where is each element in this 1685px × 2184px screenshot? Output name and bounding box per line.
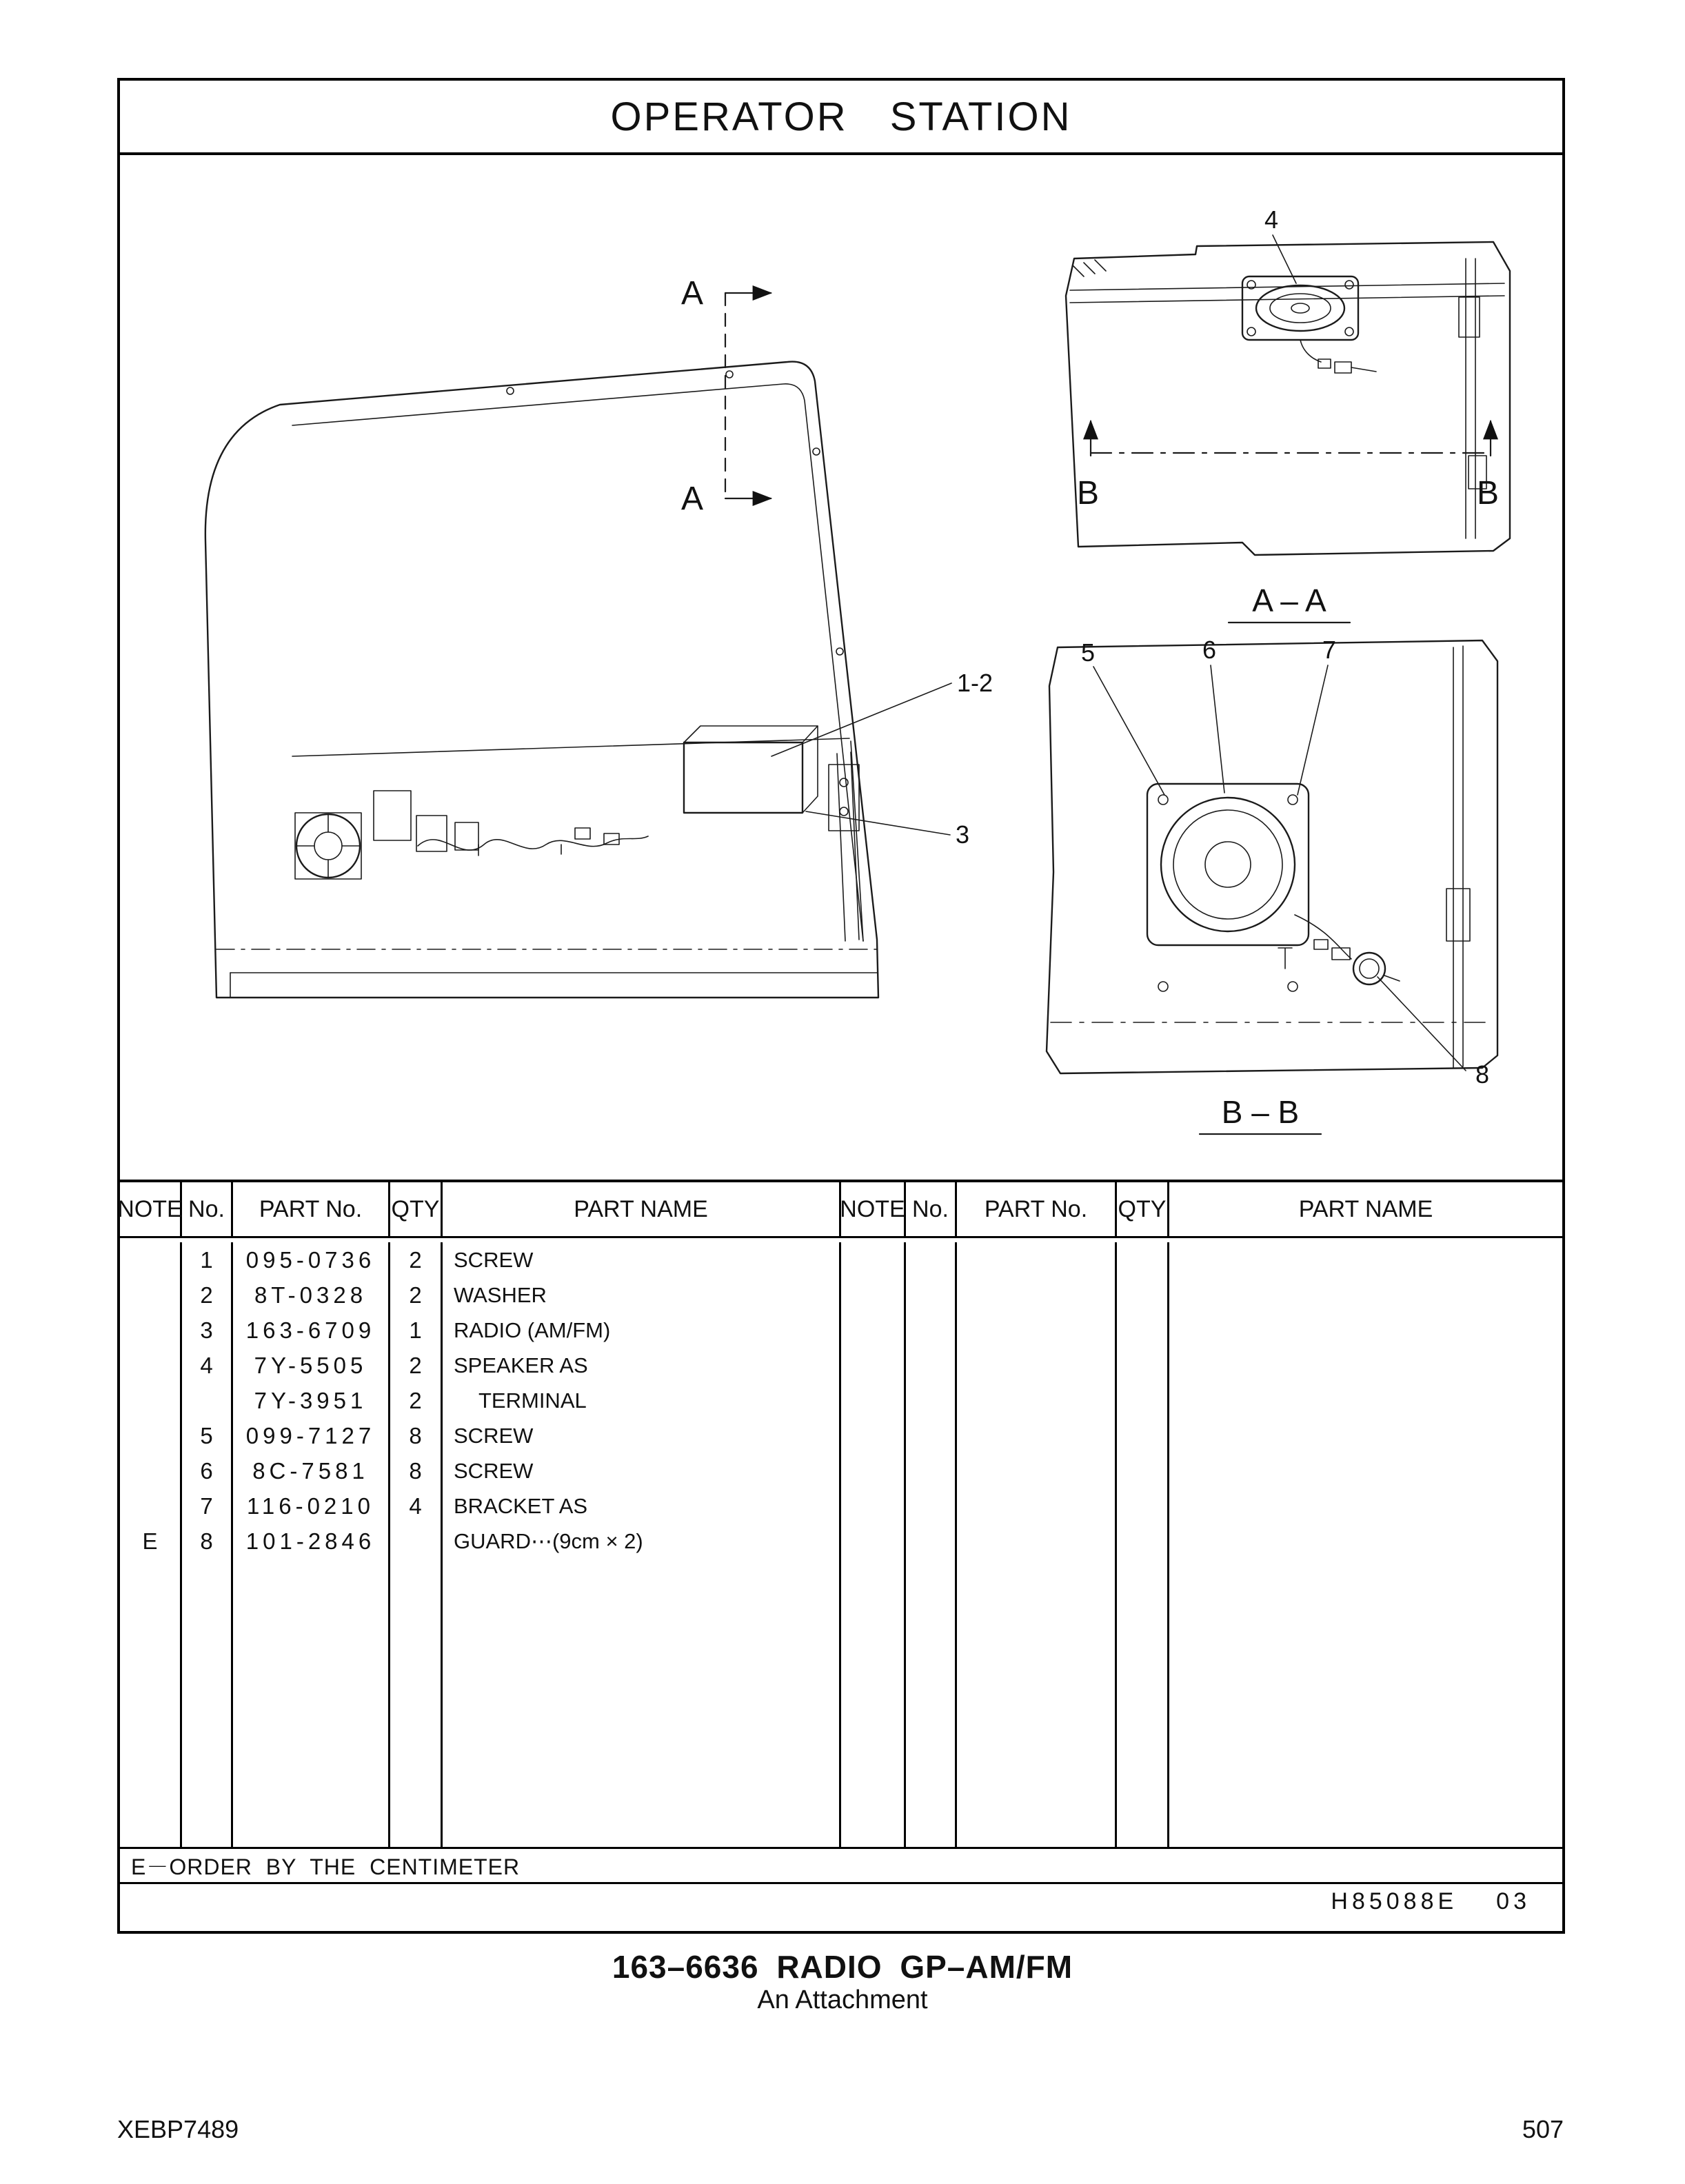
cell-qty: 2: [390, 1383, 443, 1418]
cell-note: [120, 1313, 182, 1348]
callout-8: 8: [1475, 1060, 1490, 1089]
cell-name: SCREW: [443, 1453, 841, 1488]
footer-doc-number: XEBP7489: [117, 2115, 239, 2143]
cell-name: SCREW: [443, 1242, 841, 1277]
header-part-no-right: PART No.: [957, 1182, 1117, 1236]
cell-part: 8C-7581: [233, 1453, 390, 1488]
cell-part: 116-0210: [233, 1488, 390, 1524]
cell-qty: 2: [390, 1242, 443, 1277]
cell-note: [120, 1242, 182, 1277]
cell-qty: 4: [390, 1488, 443, 1524]
header-note: NOTE: [120, 1182, 182, 1236]
cab-callouts: [771, 669, 993, 849]
cell-no: 8: [182, 1524, 233, 1559]
cell-part: 7Y-5505: [233, 1348, 390, 1383]
parts-table-body: [120, 1238, 1562, 1847]
parts-table-header: [117, 1182, 1562, 1238]
header-qty-right: QTY: [1117, 1182, 1169, 1236]
section-label-a-top: A: [680, 275, 703, 312]
cab-side-view: [205, 362, 878, 998]
cell-no: 3: [182, 1313, 233, 1348]
cell-qty: 8: [390, 1453, 443, 1488]
table-row: [120, 1277, 1562, 1313]
cell-no: 7: [182, 1488, 233, 1524]
header-part-name: PART NAME: [443, 1182, 841, 1236]
section-line-a: [681, 275, 771, 517]
cell-no: 5: [182, 1418, 233, 1453]
footer-page-number: 507: [1522, 2115, 1564, 2143]
cell-name: TERMINAL: [443, 1383, 841, 1418]
cell-note: [120, 1348, 182, 1383]
header-part-name-right: PART NAME: [1298, 1195, 1433, 1222]
table-filler-row: [120, 1559, 1562, 1847]
cell-note: E: [120, 1524, 182, 1559]
table-row: [120, 1524, 1562, 1559]
header-qty: QTY: [390, 1182, 443, 1236]
cell-no: 1: [182, 1242, 233, 1277]
cell-no: 4: [182, 1348, 233, 1383]
cell-note: [120, 1418, 182, 1453]
cell-qty: 2: [390, 1348, 443, 1383]
cell-name: RADIO (AM/FM): [443, 1313, 841, 1348]
cell-part: 099-7127: [233, 1418, 390, 1453]
cell-name: BRACKET AS: [443, 1488, 841, 1524]
doc-code-text: H85088E: [1331, 1888, 1458, 1914]
cell-no: 2: [182, 1277, 233, 1313]
callout-7: 7: [1322, 636, 1337, 664]
header-no-right: No.: [906, 1182, 957, 1236]
caption-section-aa: A – A: [1252, 583, 1326, 618]
cell-part: 095-0736: [233, 1242, 390, 1277]
cell-qty: 8: [390, 1418, 443, 1453]
callout-4: 4: [1264, 205, 1279, 234]
cell-name: GUARD⋯(9cm × 2): [443, 1524, 841, 1559]
cell-part: 7Y-3951: [233, 1383, 390, 1418]
caption-section-bb: B – B: [1221, 1094, 1300, 1130]
section-label-b-left: B: [1076, 475, 1100, 512]
table-row: [120, 1242, 1562, 1277]
callout-5: 5: [1080, 638, 1096, 667]
cell-qty: [390, 1524, 443, 1559]
cell-note: [120, 1383, 182, 1418]
cell-name: SPEAKER AS: [443, 1348, 841, 1383]
header-no: No.: [182, 1182, 233, 1236]
table-row: [120, 1453, 1562, 1488]
cell-note: [120, 1277, 182, 1313]
assembly-subtitle: An Attachment: [757, 1985, 928, 2014]
cell-part: 101-2846: [233, 1524, 390, 1559]
header-part-no: PART No.: [233, 1182, 390, 1236]
table-row: [120, 1313, 1562, 1348]
table-row: [120, 1488, 1562, 1524]
section-bb-view: [1047, 636, 1497, 1134]
cell-part: 163-6709: [233, 1313, 390, 1348]
cell-part: 8T-0328: [233, 1277, 390, 1313]
cell-note: [120, 1453, 182, 1488]
page-frame: [117, 78, 1565, 1934]
order-note: E－ORDER BY THE CENTIMETER: [120, 1847, 1562, 1882]
section-label-a-bottom: A: [680, 481, 703, 517]
callout-3: 3: [956, 820, 970, 849]
section-label-b-right: B: [1476, 475, 1500, 512]
cell-qty: 1: [390, 1313, 443, 1348]
assembly-title: 163–6636 RADIO GP–AM/FM: [612, 1949, 1073, 1985]
cell-no: [182, 1383, 233, 1418]
page-title: OPERATOR STATION: [120, 81, 1562, 155]
doc-revision: 03: [1496, 1888, 1531, 1914]
callout-6: 6: [1202, 636, 1217, 664]
cell-name: WASHER: [443, 1277, 841, 1313]
header-note-right: NOTE: [841, 1182, 906, 1236]
cell-qty: 2: [390, 1277, 443, 1313]
section-aa-view: [1066, 205, 1510, 623]
exploded-view-diagram: [120, 155, 1562, 1178]
parts-table: [117, 1180, 1562, 1884]
cell-no: 6: [182, 1453, 233, 1488]
cell-note: [120, 1488, 182, 1524]
cell-name: SCREW: [443, 1418, 841, 1453]
table-row: [120, 1383, 1562, 1418]
callout-1-2: 1-2: [957, 669, 993, 697]
table-row: [120, 1418, 1562, 1453]
document-code: [1331, 1888, 1531, 1915]
table-row: [120, 1348, 1562, 1383]
